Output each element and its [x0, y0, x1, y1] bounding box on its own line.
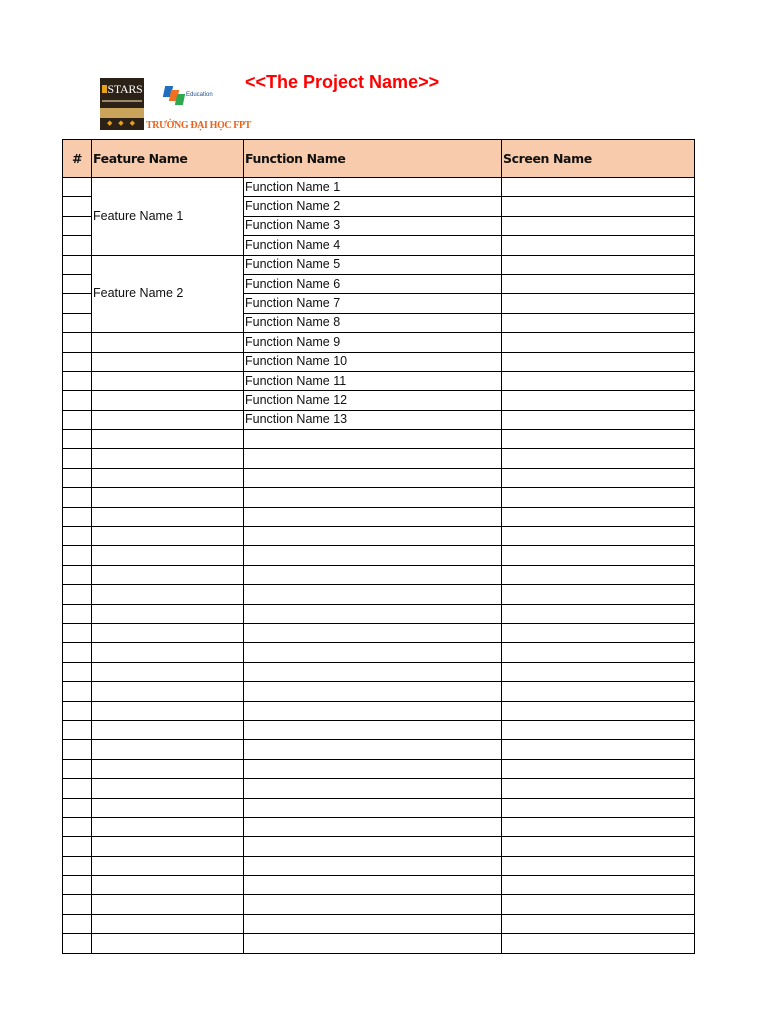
- table-row: [63, 895, 695, 914]
- cell-screen-name[interactable]: [502, 914, 695, 933]
- cell-function-name[interactable]: Function Name 4: [244, 236, 502, 255]
- cell-screen-name[interactable]: [502, 468, 695, 487]
- cell-function-name[interactable]: [244, 876, 502, 895]
- cell-screen-name[interactable]: [502, 876, 695, 895]
- cell-number[interactable]: [63, 178, 92, 197]
- table-row: [63, 507, 695, 526]
- table-row: [63, 488, 695, 507]
- cell-number[interactable]: [63, 779, 92, 798]
- cell-feature-name[interactable]: [92, 371, 244, 390]
- cell-number[interactable]: [63, 856, 92, 875]
- table-row: [63, 643, 695, 662]
- cell-number[interactable]: [63, 216, 92, 235]
- cell-feature-name[interactable]: [92, 546, 244, 565]
- table-row: [63, 914, 695, 933]
- cell-function-name[interactable]: Function Name 11: [244, 371, 502, 390]
- cell-function-name[interactable]: Function Name 5: [244, 255, 502, 274]
- cell-feature-name[interactable]: Feature Name 2: [92, 255, 244, 333]
- fpt-logo: [146, 84, 251, 132]
- cell-feature-name[interactable]: [92, 527, 244, 546]
- cell-screen-name[interactable]: [502, 720, 695, 739]
- cell-function-name[interactable]: [244, 527, 502, 546]
- table-row: [63, 856, 695, 875]
- cell-function-name[interactable]: [244, 546, 502, 565]
- table-row: [63, 410, 695, 429]
- cell-number[interactable]: [63, 623, 92, 642]
- cell-feature-name[interactable]: [92, 449, 244, 468]
- cell-feature-name[interactable]: Feature Name 1: [92, 178, 244, 256]
- cell-screen-name[interactable]: [502, 449, 695, 468]
- cell-number[interactable]: [63, 449, 92, 468]
- cell-screen-name[interactable]: [502, 371, 695, 390]
- cell-function-name[interactable]: [244, 817, 502, 836]
- table-row: [63, 623, 695, 642]
- cell-number[interactable]: [63, 352, 92, 371]
- table-row: [63, 720, 695, 739]
- cell-screen-name[interactable]: [502, 798, 695, 817]
- cell-screen-name[interactable]: [502, 934, 695, 953]
- table-row: [63, 468, 695, 487]
- cell-feature-name[interactable]: [92, 410, 244, 429]
- cell-screen-name[interactable]: [502, 352, 695, 371]
- cell-number[interactable]: [63, 274, 92, 293]
- cell-function-name[interactable]: Function Name 1: [244, 178, 502, 197]
- cell-number[interactable]: [63, 934, 92, 953]
- table-row: [63, 255, 695, 274]
- cell-number[interactable]: [63, 255, 92, 274]
- cell-screen-name[interactable]: [502, 701, 695, 720]
- cell-feature-name[interactable]: [92, 643, 244, 662]
- cell-feature-name[interactable]: [92, 565, 244, 584]
- table-row: [63, 371, 695, 390]
- cell-function-name[interactable]: [244, 449, 502, 468]
- column-header-number: #: [63, 140, 92, 178]
- cell-function-name[interactable]: [244, 488, 502, 507]
- table-row: [63, 759, 695, 778]
- table-row: [63, 178, 695, 197]
- table-row: [63, 391, 695, 410]
- cell-feature-name[interactable]: [92, 914, 244, 933]
- cell-number[interactable]: [63, 507, 92, 526]
- cell-feature-name[interactable]: [92, 623, 244, 642]
- cell-screen-name[interactable]: [502, 604, 695, 623]
- cell-number[interactable]: [63, 662, 92, 681]
- cell-function-name[interactable]: Function Name 3: [244, 216, 502, 235]
- cell-feature-name[interactable]: [92, 720, 244, 739]
- cell-number[interactable]: [63, 759, 92, 778]
- cell-screen-name[interactable]: [502, 740, 695, 759]
- cell-number[interactable]: [63, 333, 92, 352]
- cell-screen-name[interactable]: [502, 643, 695, 662]
- cell-number[interactable]: [63, 701, 92, 720]
- cell-function-name[interactable]: [244, 682, 502, 701]
- cell-screen-name[interactable]: [502, 527, 695, 546]
- table-row: [63, 527, 695, 546]
- cell-function-name[interactable]: Function Name 12: [244, 391, 502, 410]
- table-row: [63, 352, 695, 371]
- cell-function-name[interactable]: [244, 856, 502, 875]
- table-row: [63, 817, 695, 836]
- cell-feature-name[interactable]: [92, 430, 244, 449]
- cell-number[interactable]: [63, 837, 92, 856]
- fpt-university-text: TRƯỜNG ĐẠI HỌC FPT: [146, 120, 251, 131]
- cell-screen-name[interactable]: [502, 197, 695, 216]
- cell-feature-name[interactable]: [92, 759, 244, 778]
- cell-screen-name[interactable]: [502, 216, 695, 235]
- cell-number[interactable]: [63, 740, 92, 759]
- cell-number[interactable]: [63, 313, 92, 332]
- cell-number[interactable]: [63, 817, 92, 836]
- cell-screen-name[interactable]: [502, 410, 695, 429]
- cell-feature-name[interactable]: [92, 488, 244, 507]
- cell-number[interactable]: [63, 527, 92, 546]
- cell-feature-name[interactable]: [92, 352, 244, 371]
- table-row: [63, 837, 695, 856]
- cell-number[interactable]: [63, 371, 92, 390]
- cell-screen-name[interactable]: [502, 565, 695, 584]
- cell-function-name[interactable]: [244, 662, 502, 681]
- cell-screen-name[interactable]: [502, 430, 695, 449]
- cell-function-name[interactable]: Function Name 9: [244, 333, 502, 352]
- cell-screen-name[interactable]: [502, 585, 695, 604]
- cell-feature-name[interactable]: [92, 507, 244, 526]
- cell-number[interactable]: [63, 604, 92, 623]
- cell-feature-name[interactable]: [92, 333, 244, 352]
- cell-function-name[interactable]: [244, 565, 502, 584]
- cell-feature-name[interactable]: [92, 468, 244, 487]
- cell-feature-name[interactable]: [92, 817, 244, 836]
- cell-feature-name[interactable]: [92, 740, 244, 759]
- cell-screen-name[interactable]: [502, 837, 695, 856]
- table-row: [63, 740, 695, 759]
- cell-feature-name[interactable]: [92, 779, 244, 798]
- cell-feature-name[interactable]: [92, 701, 244, 720]
- cell-feature-name[interactable]: [92, 798, 244, 817]
- cell-screen-name[interactable]: [502, 895, 695, 914]
- cell-function-name[interactable]: [244, 585, 502, 604]
- cell-function-name[interactable]: [244, 895, 502, 914]
- cell-function-name[interactable]: Function Name 7: [244, 294, 502, 313]
- cell-number[interactable]: [63, 197, 92, 216]
- cell-screen-name[interactable]: [502, 236, 695, 255]
- cell-function-name[interactable]: [244, 507, 502, 526]
- cell-function-name[interactable]: [244, 468, 502, 487]
- cell-number[interactable]: [63, 798, 92, 817]
- table-row: [63, 585, 695, 604]
- table-row: [63, 604, 695, 623]
- cell-function-name[interactable]: Function Name 8: [244, 313, 502, 332]
- table-header-row: [63, 140, 695, 178]
- column-header-feature: Feature Name: [92, 140, 244, 178]
- table-row: [63, 449, 695, 468]
- table-row: [63, 779, 695, 798]
- cell-number[interactable]: [63, 430, 92, 449]
- column-header-function: Function Name: [244, 140, 502, 178]
- cell-screen-name[interactable]: [502, 255, 695, 274]
- cell-screen-name[interactable]: [502, 294, 695, 313]
- cell-screen-name[interactable]: [502, 313, 695, 332]
- stars-logo: [100, 78, 144, 130]
- cell-screen-name[interactable]: [502, 391, 695, 410]
- table-row: [63, 701, 695, 720]
- cell-function-name[interactable]: [244, 759, 502, 778]
- cell-function-name[interactable]: [244, 798, 502, 817]
- cell-number[interactable]: [63, 391, 92, 410]
- table-row: [63, 682, 695, 701]
- cell-screen-name[interactable]: [502, 507, 695, 526]
- cell-screen-name[interactable]: [502, 488, 695, 507]
- cell-function-name[interactable]: Function Name 6: [244, 274, 502, 293]
- cell-screen-name[interactable]: [502, 779, 695, 798]
- cell-screen-name[interactable]: [502, 682, 695, 701]
- cell-screen-name[interactable]: [502, 662, 695, 681]
- cell-function-name[interactable]: [244, 779, 502, 798]
- cell-screen-name[interactable]: [502, 856, 695, 875]
- cell-feature-name[interactable]: [92, 585, 244, 604]
- cell-number[interactable]: [63, 720, 92, 739]
- column-header-screen: Screen Name: [502, 140, 695, 178]
- cell-number[interactable]: [63, 895, 92, 914]
- cell-function-name[interactable]: Function Name 13: [244, 410, 502, 429]
- cell-feature-name[interactable]: [92, 856, 244, 875]
- cell-function-name[interactable]: [244, 604, 502, 623]
- cell-feature-name[interactable]: [92, 876, 244, 895]
- table-row: [63, 662, 695, 681]
- cell-number[interactable]: [63, 410, 92, 429]
- cell-function-name[interactable]: [244, 720, 502, 739]
- cell-number[interactable]: [63, 643, 92, 662]
- table-row: [63, 798, 695, 817]
- cell-number[interactable]: [63, 546, 92, 565]
- cell-number[interactable]: [63, 914, 92, 933]
- cell-screen-name[interactable]: [502, 274, 695, 293]
- stars-logo-diamonds: ◆ ◆ ◆: [106, 120, 138, 127]
- cell-number[interactable]: [63, 585, 92, 604]
- cell-function-name[interactable]: [244, 914, 502, 933]
- cell-function-name[interactable]: [244, 740, 502, 759]
- cell-feature-name[interactable]: [92, 895, 244, 914]
- table-row: [63, 876, 695, 895]
- stars-logo-rule: [102, 100, 142, 102]
- project-title: <<The Project Name>>: [245, 72, 440, 92]
- cell-number[interactable]: [63, 488, 92, 507]
- cell-function-name[interactable]: [244, 837, 502, 856]
- cell-number[interactable]: [63, 682, 92, 701]
- table-row: [63, 934, 695, 953]
- cell-function-name[interactable]: [244, 623, 502, 642]
- feature-function-table: [62, 139, 695, 954]
- fpt-education-text: Education: [186, 92, 213, 98]
- cell-number[interactable]: [63, 236, 92, 255]
- cell-feature-name[interactable]: [92, 682, 244, 701]
- cell-feature-name[interactable]: [92, 934, 244, 953]
- cell-screen-name[interactable]: [502, 759, 695, 778]
- table-body: [63, 178, 695, 954]
- stars-logo-band: [100, 108, 144, 118]
- cell-function-name[interactable]: [244, 701, 502, 720]
- cell-number[interactable]: [63, 468, 92, 487]
- table-row: [63, 546, 695, 565]
- cell-function-name[interactable]: Function Name 10: [244, 352, 502, 371]
- cell-screen-name[interactable]: [502, 333, 695, 352]
- cell-feature-name[interactable]: [92, 662, 244, 681]
- cell-feature-name[interactable]: [92, 837, 244, 856]
- table-row: [63, 430, 695, 449]
- cell-screen-name[interactable]: [502, 546, 695, 565]
- cell-screen-name[interactable]: [502, 817, 695, 836]
- cell-screen-name[interactable]: [502, 178, 695, 197]
- table-row: [63, 565, 695, 584]
- cell-function-name[interactable]: [244, 934, 502, 953]
- cell-number[interactable]: [63, 876, 92, 895]
- cell-number[interactable]: [63, 294, 92, 313]
- cell-function-name[interactable]: [244, 643, 502, 662]
- cell-number[interactable]: [63, 565, 92, 584]
- cell-function-name[interactable]: Function Name 2: [244, 197, 502, 216]
- cell-feature-name[interactable]: [92, 391, 244, 410]
- cell-function-name[interactable]: [244, 430, 502, 449]
- fpt-mark-icon: [162, 84, 184, 106]
- stars-logo-text: STARS: [100, 82, 144, 97]
- cell-feature-name[interactable]: [92, 604, 244, 623]
- table-row: [63, 333, 695, 352]
- cell-screen-name[interactable]: [502, 623, 695, 642]
- logos: [100, 78, 251, 134]
